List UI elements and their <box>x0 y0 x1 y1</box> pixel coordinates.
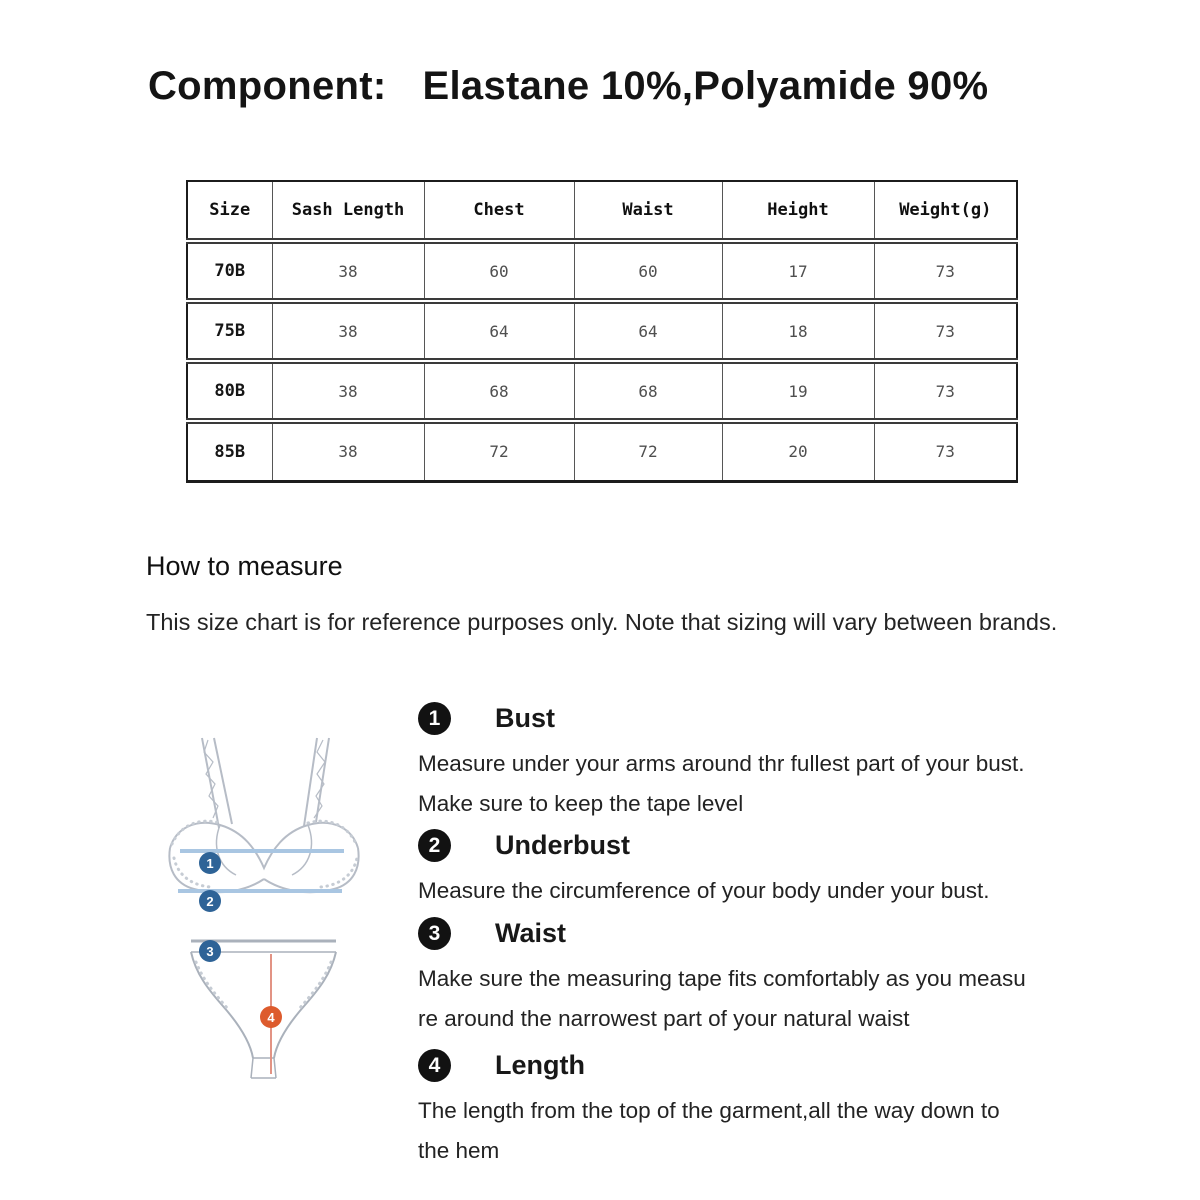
svg-text:1: 1 <box>206 856 214 871</box>
cell-size: 75B <box>214 321 246 341</box>
step-length <box>418 1049 1118 1171</box>
svg-text:4: 4 <box>267 1010 275 1025</box>
page-title <box>148 64 988 109</box>
cell-size: 80B <box>214 381 246 401</box>
step-bust-header <box>418 702 1118 735</box>
cell-sash-length: 38 <box>272 421 424 481</box>
table-row-75b <box>187 301 1017 361</box>
cell-waist: 68 <box>574 361 722 421</box>
header-cell-sash-length: Sash Length <box>272 181 424 241</box>
step-waist-line-1: Make sure the measuring tape fits comfortably as you measu <box>418 966 1026 991</box>
waist-marker <box>199 940 221 962</box>
cell-weight: 73 <box>874 361 1017 421</box>
cell-height: 18 <box>722 301 874 361</box>
cell-sash-length: 38 <box>272 301 424 361</box>
garment-illustration <box>158 718 373 1098</box>
table-row-70b <box>187 241 1017 301</box>
cell-weight: 73 <box>874 421 1017 481</box>
step-waist <box>418 917 1118 1039</box>
step-length-line-1: The length from the top of the garment,all the way down to <box>418 1098 1000 1123</box>
step-waist-line-2: re around the narrowest part of your natural waist <box>418 1006 910 1031</box>
header-cell-chest: Chest <box>424 181 574 241</box>
cell-waist: 60 <box>574 241 722 301</box>
bra-sketch <box>169 738 358 892</box>
step-underbust-label: Underbust <box>495 830 630 860</box>
step-waist-header <box>418 917 1118 950</box>
cell-weight: 73 <box>874 241 1017 301</box>
svg-text:2: 2 <box>206 894 214 909</box>
step-2-badge: 2 <box>418 829 451 862</box>
component-label: Component: <box>148 64 387 108</box>
header-cell-size: Size <box>209 200 251 220</box>
step-4-badge: 4 <box>418 1049 451 1082</box>
header-cell-waist: Waist <box>574 181 722 241</box>
cell-chest: 72 <box>424 421 574 481</box>
step-underbust-line-1: Measure the circumference of your body under your bust. <box>418 878 990 903</box>
cell-sash-length: 38 <box>272 361 424 421</box>
step-length-header <box>418 1049 1118 1082</box>
cell-waist: 64 <box>574 301 722 361</box>
cell-height: 20 <box>722 421 874 481</box>
underbust-marker <box>199 890 221 912</box>
size-table <box>186 180 1018 483</box>
cell-weight: 73 <box>874 301 1017 361</box>
how-to-measure-heading: How to measure <box>146 551 343 581</box>
step-bust <box>418 702 1118 824</box>
cell-height: 17 <box>722 241 874 301</box>
reference-note: This size chart is for reference purposes only. Note that sizing will vary between brands. <box>146 609 1058 635</box>
table-row-85b <box>187 421 1017 481</box>
step-bust-line-2: Make sure to keep the tape level <box>418 791 744 816</box>
step-1-badge: 1 <box>418 702 451 735</box>
cell-height: 19 <box>722 361 874 421</box>
length-marker <box>260 1006 282 1028</box>
header-cell-weight: Weight(g) <box>874 181 1017 241</box>
cell-size: 70B <box>214 261 246 281</box>
step-3-badge: 3 <box>418 917 451 950</box>
component-value: Elastane 10%,Polyamide 90% <box>422 64 989 108</box>
table-row-80b <box>187 361 1017 421</box>
cell-chest: 64 <box>424 301 574 361</box>
step-bust-label: Bust <box>495 703 555 733</box>
step-underbust-header <box>418 829 1118 862</box>
step-waist-label: Waist <box>495 918 567 948</box>
step-bust-line-1: Measure under your arms around thr fullest part of your bust. <box>418 751 1025 776</box>
header-cell-height: Height <box>722 181 874 241</box>
cell-size: 85B <box>214 441 246 462</box>
size-table-header-row <box>187 181 1017 241</box>
cell-chest: 60 <box>424 241 574 301</box>
svg-text:3: 3 <box>206 944 214 959</box>
bust-marker <box>199 852 221 874</box>
cell-waist: 72 <box>574 421 722 481</box>
step-length-line-2: the hem <box>418 1138 500 1163</box>
step-length-label: Length <box>495 1050 585 1080</box>
cell-sash-length: 38 <box>272 241 424 301</box>
step-underbust <box>418 829 1118 911</box>
cell-chest: 68 <box>424 361 574 421</box>
